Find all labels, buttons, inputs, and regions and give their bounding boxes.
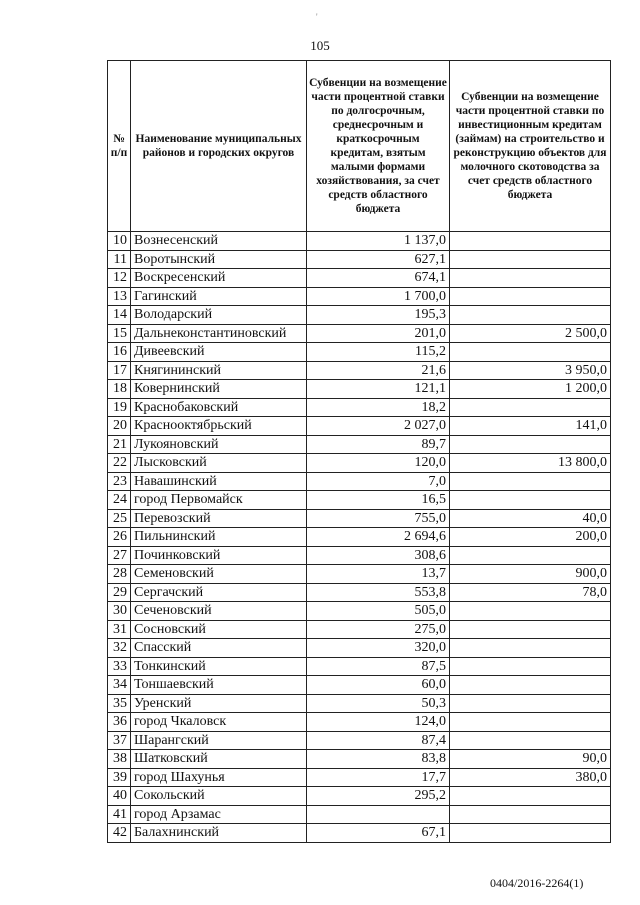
row-subsidy-col2 bbox=[450, 435, 611, 454]
table-row bbox=[108, 565, 611, 584]
row-district-name: Ковернинский bbox=[131, 380, 307, 399]
row-number: 19 bbox=[108, 398, 131, 417]
row-district-name: Воротынский bbox=[131, 250, 307, 269]
row-number: 26 bbox=[108, 528, 131, 547]
row-subsidy-col1: 60,0 bbox=[307, 676, 450, 695]
table-row bbox=[108, 731, 611, 750]
row-number: 20 bbox=[108, 417, 131, 436]
row-subsidy-col2: 78,0 bbox=[450, 583, 611, 602]
table-row bbox=[108, 472, 611, 491]
row-district-name: Краснобаковский bbox=[131, 398, 307, 417]
header-col2: Субвенции на возмещение части процентной ставки по инвестиционным кредитам (займам) на строительство и реконструкцию объектов для молочного скотоводства за счет средств областного бюджета bbox=[450, 61, 611, 232]
row-district-name: Уренский bbox=[131, 694, 307, 713]
row-district-name: Княгининский bbox=[131, 361, 307, 380]
row-district-name: Лукояновский bbox=[131, 435, 307, 454]
row-subsidy-col1: 1 700,0 bbox=[307, 287, 450, 306]
table-row bbox=[108, 713, 611, 732]
table-row bbox=[108, 417, 611, 436]
table-row bbox=[108, 602, 611, 621]
row-district-name: Шарангский bbox=[131, 731, 307, 750]
row-number: 10 bbox=[108, 232, 131, 251]
row-subsidy-col2 bbox=[450, 787, 611, 806]
row-district-name: город Шахунья bbox=[131, 768, 307, 787]
table-row bbox=[108, 435, 611, 454]
row-subsidy-col1: 755,0 bbox=[307, 509, 450, 528]
row-number: 18 bbox=[108, 380, 131, 399]
row-subsidy-col2 bbox=[450, 546, 611, 565]
table-row bbox=[108, 528, 611, 547]
row-number: 16 bbox=[108, 343, 131, 362]
row-district-name: Шатковский bbox=[131, 750, 307, 769]
row-subsidy-col1: 120,0 bbox=[307, 454, 450, 473]
row-district-name: Лысковский bbox=[131, 454, 307, 473]
row-subsidy-col1: 2 027,0 bbox=[307, 417, 450, 436]
row-district-name: Навашинский bbox=[131, 472, 307, 491]
row-subsidy-col1: 89,7 bbox=[307, 435, 450, 454]
row-subsidy-col2: 90,0 bbox=[450, 750, 611, 769]
row-number: 41 bbox=[108, 805, 131, 824]
table-row bbox=[108, 361, 611, 380]
row-district-name: Семеновский bbox=[131, 565, 307, 584]
table-row bbox=[108, 324, 611, 343]
row-number: 17 bbox=[108, 361, 131, 380]
row-district-name: Дивеевский bbox=[131, 343, 307, 362]
row-subsidy-col2 bbox=[450, 306, 611, 325]
row-subsidy-col1: 124,0 bbox=[307, 713, 450, 732]
row-district-name: Гагинский bbox=[131, 287, 307, 306]
row-district-name: Починковский bbox=[131, 546, 307, 565]
row-subsidy-col2: 13 800,0 bbox=[450, 454, 611, 473]
row-number: 12 bbox=[108, 269, 131, 288]
row-subsidy-col1: 50,3 bbox=[307, 694, 450, 713]
row-subsidy-col2: 1 200,0 bbox=[450, 380, 611, 399]
row-district-name: Сосновский bbox=[131, 620, 307, 639]
row-subsidy-col2 bbox=[450, 250, 611, 269]
row-number: 22 bbox=[108, 454, 131, 473]
row-subsidy-col1: 18,2 bbox=[307, 398, 450, 417]
row-number: 40 bbox=[108, 787, 131, 806]
row-district-name: город Арзамас bbox=[131, 805, 307, 824]
table-row bbox=[108, 639, 611, 658]
header-num: № п/п bbox=[108, 61, 131, 232]
row-subsidy-col2 bbox=[450, 694, 611, 713]
row-district-name: Воскресенский bbox=[131, 269, 307, 288]
table-body bbox=[108, 232, 611, 843]
row-subsidy-col1: 308,6 bbox=[307, 546, 450, 565]
table-row bbox=[108, 269, 611, 288]
row-subsidy-col1: 115,2 bbox=[307, 343, 450, 362]
row-subsidy-col1: 201,0 bbox=[307, 324, 450, 343]
row-subsidy-col1 bbox=[307, 805, 450, 824]
row-subsidy-col2 bbox=[450, 491, 611, 510]
row-subsidy-col1: 674,1 bbox=[307, 269, 450, 288]
table-row bbox=[108, 694, 611, 713]
row-subsidy-col1: 83,8 bbox=[307, 750, 450, 769]
row-subsidy-col2 bbox=[450, 398, 611, 417]
row-subsidy-col2 bbox=[450, 287, 611, 306]
row-subsidy-col1: 17,7 bbox=[307, 768, 450, 787]
row-subsidy-col2 bbox=[450, 805, 611, 824]
row-number: 39 bbox=[108, 768, 131, 787]
row-subsidy-col1: 67,1 bbox=[307, 824, 450, 843]
row-subsidy-col2: 200,0 bbox=[450, 528, 611, 547]
row-district-name: Пильнинский bbox=[131, 528, 307, 547]
row-subsidy-col1: 121,1 bbox=[307, 380, 450, 399]
row-subsidy-col1: 16,5 bbox=[307, 491, 450, 510]
row-number: 23 bbox=[108, 472, 131, 491]
table-row bbox=[108, 343, 611, 362]
row-number: 34 bbox=[108, 676, 131, 695]
row-subsidy-col1: 553,8 bbox=[307, 583, 450, 602]
row-subsidy-col1: 21,6 bbox=[307, 361, 450, 380]
row-subsidy-col1: 275,0 bbox=[307, 620, 450, 639]
row-subsidy-col2: 380,0 bbox=[450, 768, 611, 787]
table-row bbox=[108, 805, 611, 824]
row-subsidy-col2 bbox=[450, 824, 611, 843]
row-subsidy-col2 bbox=[450, 602, 611, 621]
row-subsidy-col1: 320,0 bbox=[307, 639, 450, 658]
row-number: 11 bbox=[108, 250, 131, 269]
row-subsidy-col1: 1 137,0 bbox=[307, 232, 450, 251]
row-district-name: Дальнеконстантиновский bbox=[131, 324, 307, 343]
row-district-name: Тоншаевский bbox=[131, 676, 307, 695]
row-district-name: Сеченовский bbox=[131, 602, 307, 621]
table-row bbox=[108, 676, 611, 695]
table-row bbox=[108, 454, 611, 473]
row-number: 42 bbox=[108, 824, 131, 843]
row-number: 31 bbox=[108, 620, 131, 639]
row-number: 37 bbox=[108, 731, 131, 750]
row-number: 36 bbox=[108, 713, 131, 732]
row-district-name: Тонкинский bbox=[131, 657, 307, 676]
row-subsidy-col2 bbox=[450, 713, 611, 732]
row-number: 30 bbox=[108, 602, 131, 621]
row-district-name: Спасский bbox=[131, 639, 307, 658]
row-district-name: Перевозский bbox=[131, 509, 307, 528]
table-row bbox=[108, 491, 611, 510]
table-row bbox=[108, 250, 611, 269]
row-subsidy-col2 bbox=[450, 343, 611, 362]
page-number: 105 bbox=[310, 38, 330, 53]
subsidy-table bbox=[107, 60, 611, 843]
row-district-name: Володарский bbox=[131, 306, 307, 325]
row-subsidy-col1: 505,0 bbox=[307, 602, 450, 621]
scan-mark: ' bbox=[316, 12, 318, 22]
row-number: 15 bbox=[108, 324, 131, 343]
row-number: 24 bbox=[108, 491, 131, 510]
row-district-name: Сокольский bbox=[131, 787, 307, 806]
table-row bbox=[108, 287, 611, 306]
row-district-name: Балахнинский bbox=[131, 824, 307, 843]
table-row bbox=[108, 620, 611, 639]
document-code: 0404/2016-2264(1) bbox=[490, 876, 584, 890]
row-subsidy-col1: 195,3 bbox=[307, 306, 450, 325]
row-subsidy-col1: 7,0 bbox=[307, 472, 450, 491]
row-number: 33 bbox=[108, 657, 131, 676]
row-number: 13 bbox=[108, 287, 131, 306]
table-row bbox=[108, 583, 611, 602]
table-row bbox=[108, 509, 611, 528]
row-subsidy-col2: 141,0 bbox=[450, 417, 611, 436]
header-col1: Субвенции на возмещение части процентной ставки по долгосрочным, среднесрочным и краткосрочным кредитам, взятым малыми формами хозяйствования, за счет средств областного бюджета bbox=[307, 61, 450, 232]
header-name: Наименование муниципальных районов и городских округов bbox=[131, 61, 307, 232]
row-subsidy-col2 bbox=[450, 620, 611, 639]
row-subsidy-col1: 13,7 bbox=[307, 565, 450, 584]
row-subsidy-col2 bbox=[450, 657, 611, 676]
row-subsidy-col2: 3 950,0 bbox=[450, 361, 611, 380]
row-subsidy-col2 bbox=[450, 232, 611, 251]
row-subsidy-col2 bbox=[450, 269, 611, 288]
row-subsidy-col1: 295,2 bbox=[307, 787, 450, 806]
row-number: 27 bbox=[108, 546, 131, 565]
table-row bbox=[108, 232, 611, 251]
table-row bbox=[108, 824, 611, 843]
row-number: 25 bbox=[108, 509, 131, 528]
row-subsidy-col2: 40,0 bbox=[450, 509, 611, 528]
row-subsidy-col2: 900,0 bbox=[450, 565, 611, 584]
row-subsidy-col2: 2 500,0 bbox=[450, 324, 611, 343]
table-row bbox=[108, 750, 611, 769]
table-row bbox=[108, 787, 611, 806]
row-number: 35 bbox=[108, 694, 131, 713]
row-number: 38 bbox=[108, 750, 131, 769]
table-row bbox=[108, 398, 611, 417]
row-subsidy-col2 bbox=[450, 472, 611, 491]
row-district-name: город Первомайск bbox=[131, 491, 307, 510]
row-district-name: Вознесенский bbox=[131, 232, 307, 251]
row-subsidy-col2 bbox=[450, 731, 611, 750]
row-number: 28 bbox=[108, 565, 131, 584]
row-number: 21 bbox=[108, 435, 131, 454]
row-district-name: город Чкаловск bbox=[131, 713, 307, 732]
row-subsidy-col2 bbox=[450, 676, 611, 695]
table-row bbox=[108, 657, 611, 676]
table-header-row bbox=[108, 61, 611, 232]
row-number: 32 bbox=[108, 639, 131, 658]
table-row bbox=[108, 380, 611, 399]
row-number: 29 bbox=[108, 583, 131, 602]
row-number: 14 bbox=[108, 306, 131, 325]
row-district-name: Краснооктябрьский bbox=[131, 417, 307, 436]
row-subsidy-col1: 2 694,6 bbox=[307, 528, 450, 547]
table-row bbox=[108, 546, 611, 565]
table-row bbox=[108, 306, 611, 325]
row-district-name: Сергачский bbox=[131, 583, 307, 602]
row-subsidy-col1: 87,4 bbox=[307, 731, 450, 750]
row-subsidy-col1: 627,1 bbox=[307, 250, 450, 269]
row-subsidy-col2 bbox=[450, 639, 611, 658]
table-row bbox=[108, 768, 611, 787]
row-subsidy-col1: 87,5 bbox=[307, 657, 450, 676]
